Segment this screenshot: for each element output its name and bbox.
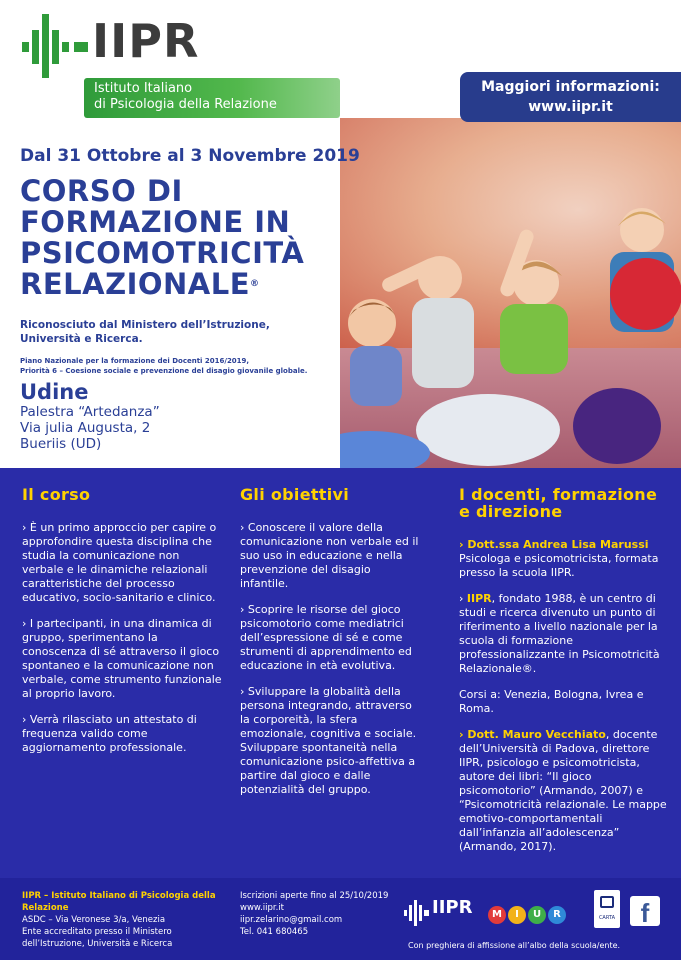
venue-line-3: Bueriis (UD) — [20, 436, 102, 452]
info-link-box[interactable] — [460, 72, 681, 122]
ministry-recognition — [20, 318, 330, 346]
title-line-2: FORMAZIONE IN — [20, 205, 291, 239]
plan-line-2: Priorità 6 – Coesione sociale e prevenzione del disagio giovanile globale. — [20, 367, 308, 375]
red-balloon — [610, 258, 681, 330]
teacher-1-text: Psicologa e psicomotricista, formata presso la scuola IIPR. — [459, 552, 659, 579]
objectives-paragraph-2: › Scoprire le risorse del gioco psicomotorio come mediatrici dell’espressione di sé e come strumenti di apprendimento ed educazione in età evolutiva. — [240, 603, 412, 672]
teachers-heading-line-1: I docenti, formazione — [459, 485, 658, 504]
title-line-3: PSICOMOTRICITÀ — [20, 236, 305, 270]
event-venue — [20, 404, 160, 452]
teacher-2-name: › Dott. Mauro Vecchiato — [459, 728, 606, 741]
event-city: Udine — [20, 380, 89, 404]
recognition-line-2: Università e Ricerca. — [20, 333, 143, 345]
footer-website-link[interactable]: www.iipr.it — [240, 903, 285, 913]
objectives-column — [240, 486, 422, 809]
objectives-paragraph-3: › Sviluppare la globalità della persona integrando, attraverso la corporeità, la sfera emozionale, cognitiva e sociale. Sviluppare spontaneità nella comunicazione psico-affettiva a partire dal gioco e dalle potenzialità del gruppo. — [240, 685, 417, 796]
footer-email-link[interactable]: iipr.zelarino@gmail.com — [240, 915, 343, 925]
miur-letter-u: U — [528, 906, 546, 924]
course-paragraph-1: › È un primo approccio per capire o approfondire questa disciplina che studia la comunicazione non verbale e le dinamiche relazionali caratteristiche del processo educativo, socio-sanitario e clinico. — [22, 521, 217, 604]
child-4-head — [620, 208, 664, 252]
footer-organization — [22, 890, 222, 950]
children-photo — [340, 118, 681, 468]
teachers-column — [459, 486, 669, 866]
footer — [0, 878, 681, 960]
child-1-body — [350, 346, 402, 406]
iipr-footer-text: IIPR — [432, 897, 473, 918]
iipr-footer-icon — [404, 900, 430, 926]
course-heading: Il corso — [22, 485, 91, 504]
course-paragraph-3: › Verrà rilasciato un attestato di frequenza valido come aggiornamento professionale. — [22, 713, 197, 754]
carta-docente-icon — [594, 890, 620, 928]
teacher-2-text: , docente dell’Università di Padova, direttore IIPR, psicologo e psicomotricista, autore dei libri: “Il gioco psicomotorio” (Armando, 2007) e “Psicomotricità relazionale. Le mappe emotivo-comportamentali dall’infanzia all’adolescenza” (Armando, 2017). — [459, 728, 667, 853]
title-line-1: CORSO DI — [20, 174, 183, 208]
title-line-4: RELAZIONALE — [20, 267, 251, 301]
blue-balloon — [340, 431, 430, 468]
iipr-description — [459, 592, 669, 676]
footer-org-name: IIPR – Istituto Italiano di Psicologia della Relazione — [22, 891, 216, 913]
footer-note: Con preghiera di affissione all’albo della scuola/ente. — [408, 941, 621, 950]
footer-logos — [404, 888, 664, 938]
footer-registration — [240, 890, 400, 938]
miur-letter-r: R — [548, 906, 566, 924]
miur-letter-m: M — [488, 906, 506, 924]
institute-line-2: di Psicologia della Relazione — [94, 97, 277, 112]
venue-line-1: Palestra “Artedanza” — [20, 404, 160, 420]
iipr-text: , fondato 1988, è un centro di studi e ricerca divenuto un punto di riferimento a livello nazionale per la scuola di formazione professionalizzante in Psicomotricità Relazionale®. — [459, 592, 660, 675]
registered-mark: ® — [250, 279, 260, 289]
info-url[interactable]: www.iipr.it — [528, 99, 613, 115]
registration-deadline: Iscrizioni aperte fino al 25/10/2019 — [240, 891, 389, 901]
venue-line-2: Via julia Augusta, 2 — [20, 420, 151, 436]
event-dates: Dal 31 Ottobre al 3 Novembre 2019 — [20, 146, 360, 166]
top-section — [0, 0, 681, 468]
logo-text: IIPR — [92, 14, 200, 68]
footer-accreditation-1: Ente accreditato presso il Ministero — [22, 927, 172, 937]
title-line-4-wrap — [20, 269, 340, 300]
footer-address: ASDC – Via Veronese 3/a, Venezia — [22, 915, 166, 925]
child-2-body — [412, 298, 474, 388]
course-title — [20, 176, 340, 300]
footer-phone: Tel. 041 680465 — [240, 927, 309, 937]
plan-line-1: Piano Nazionale per la formazione dei Docenti 2016/2019, — [20, 357, 250, 365]
iipr-footer-logo — [404, 897, 474, 926]
teacher-2 — [459, 728, 669, 854]
white-balloon — [416, 394, 560, 466]
miur-logo — [488, 906, 568, 924]
course-paragraph-2: › I partecipanti, in una dinamica di gruppo, sperimentano la conoscenza di sé attraverso il gioco spontaneo e la comunicazione non verbale, come strumento funzionale al proprio lavoro. — [22, 617, 222, 700]
purple-balloon — [573, 388, 661, 464]
iipr-bullet: › — [459, 592, 464, 605]
miur-letter-i: I — [508, 906, 526, 924]
institute-line-1: Istituto Italiano — [94, 81, 193, 96]
national-plan-note — [20, 356, 340, 376]
course-column — [22, 486, 222, 767]
child-3-body — [500, 304, 568, 374]
objectives-paragraph-1: › Conoscere il valore della comunicazione non verbale ed il suo uso in educazione e nella prevenzione del disagio infantile. — [240, 521, 419, 590]
teachers-heading — [459, 486, 669, 520]
teacher-1-name: › Dott.ssa Andrea Lisa Marussi — [459, 538, 649, 551]
facebook-icon[interactable]: f — [630, 896, 660, 926]
course-locations: Corsi a: Venezia, Bologna, Ivrea e Roma. — [459, 688, 644, 715]
recognition-line-1: Riconosciuto dal Ministero dell’Istruzione, — [20, 319, 270, 331]
child-1-head — [348, 299, 396, 347]
institute-badge — [84, 78, 340, 118]
teachers-heading-line-2: e direzione — [459, 502, 563, 521]
teacher-1 — [459, 538, 669, 580]
carta-label: CARTA — [598, 915, 616, 921]
info-section — [0, 468, 681, 878]
footer-accreditation-2: dell’Istruzione, Università e Ricerca — [22, 939, 173, 949]
objectives-heading: Gli obiettivi — [240, 485, 350, 504]
info-label: Maggiori informazioni: — [481, 79, 660, 95]
iipr-name: IIPR — [466, 592, 492, 605]
